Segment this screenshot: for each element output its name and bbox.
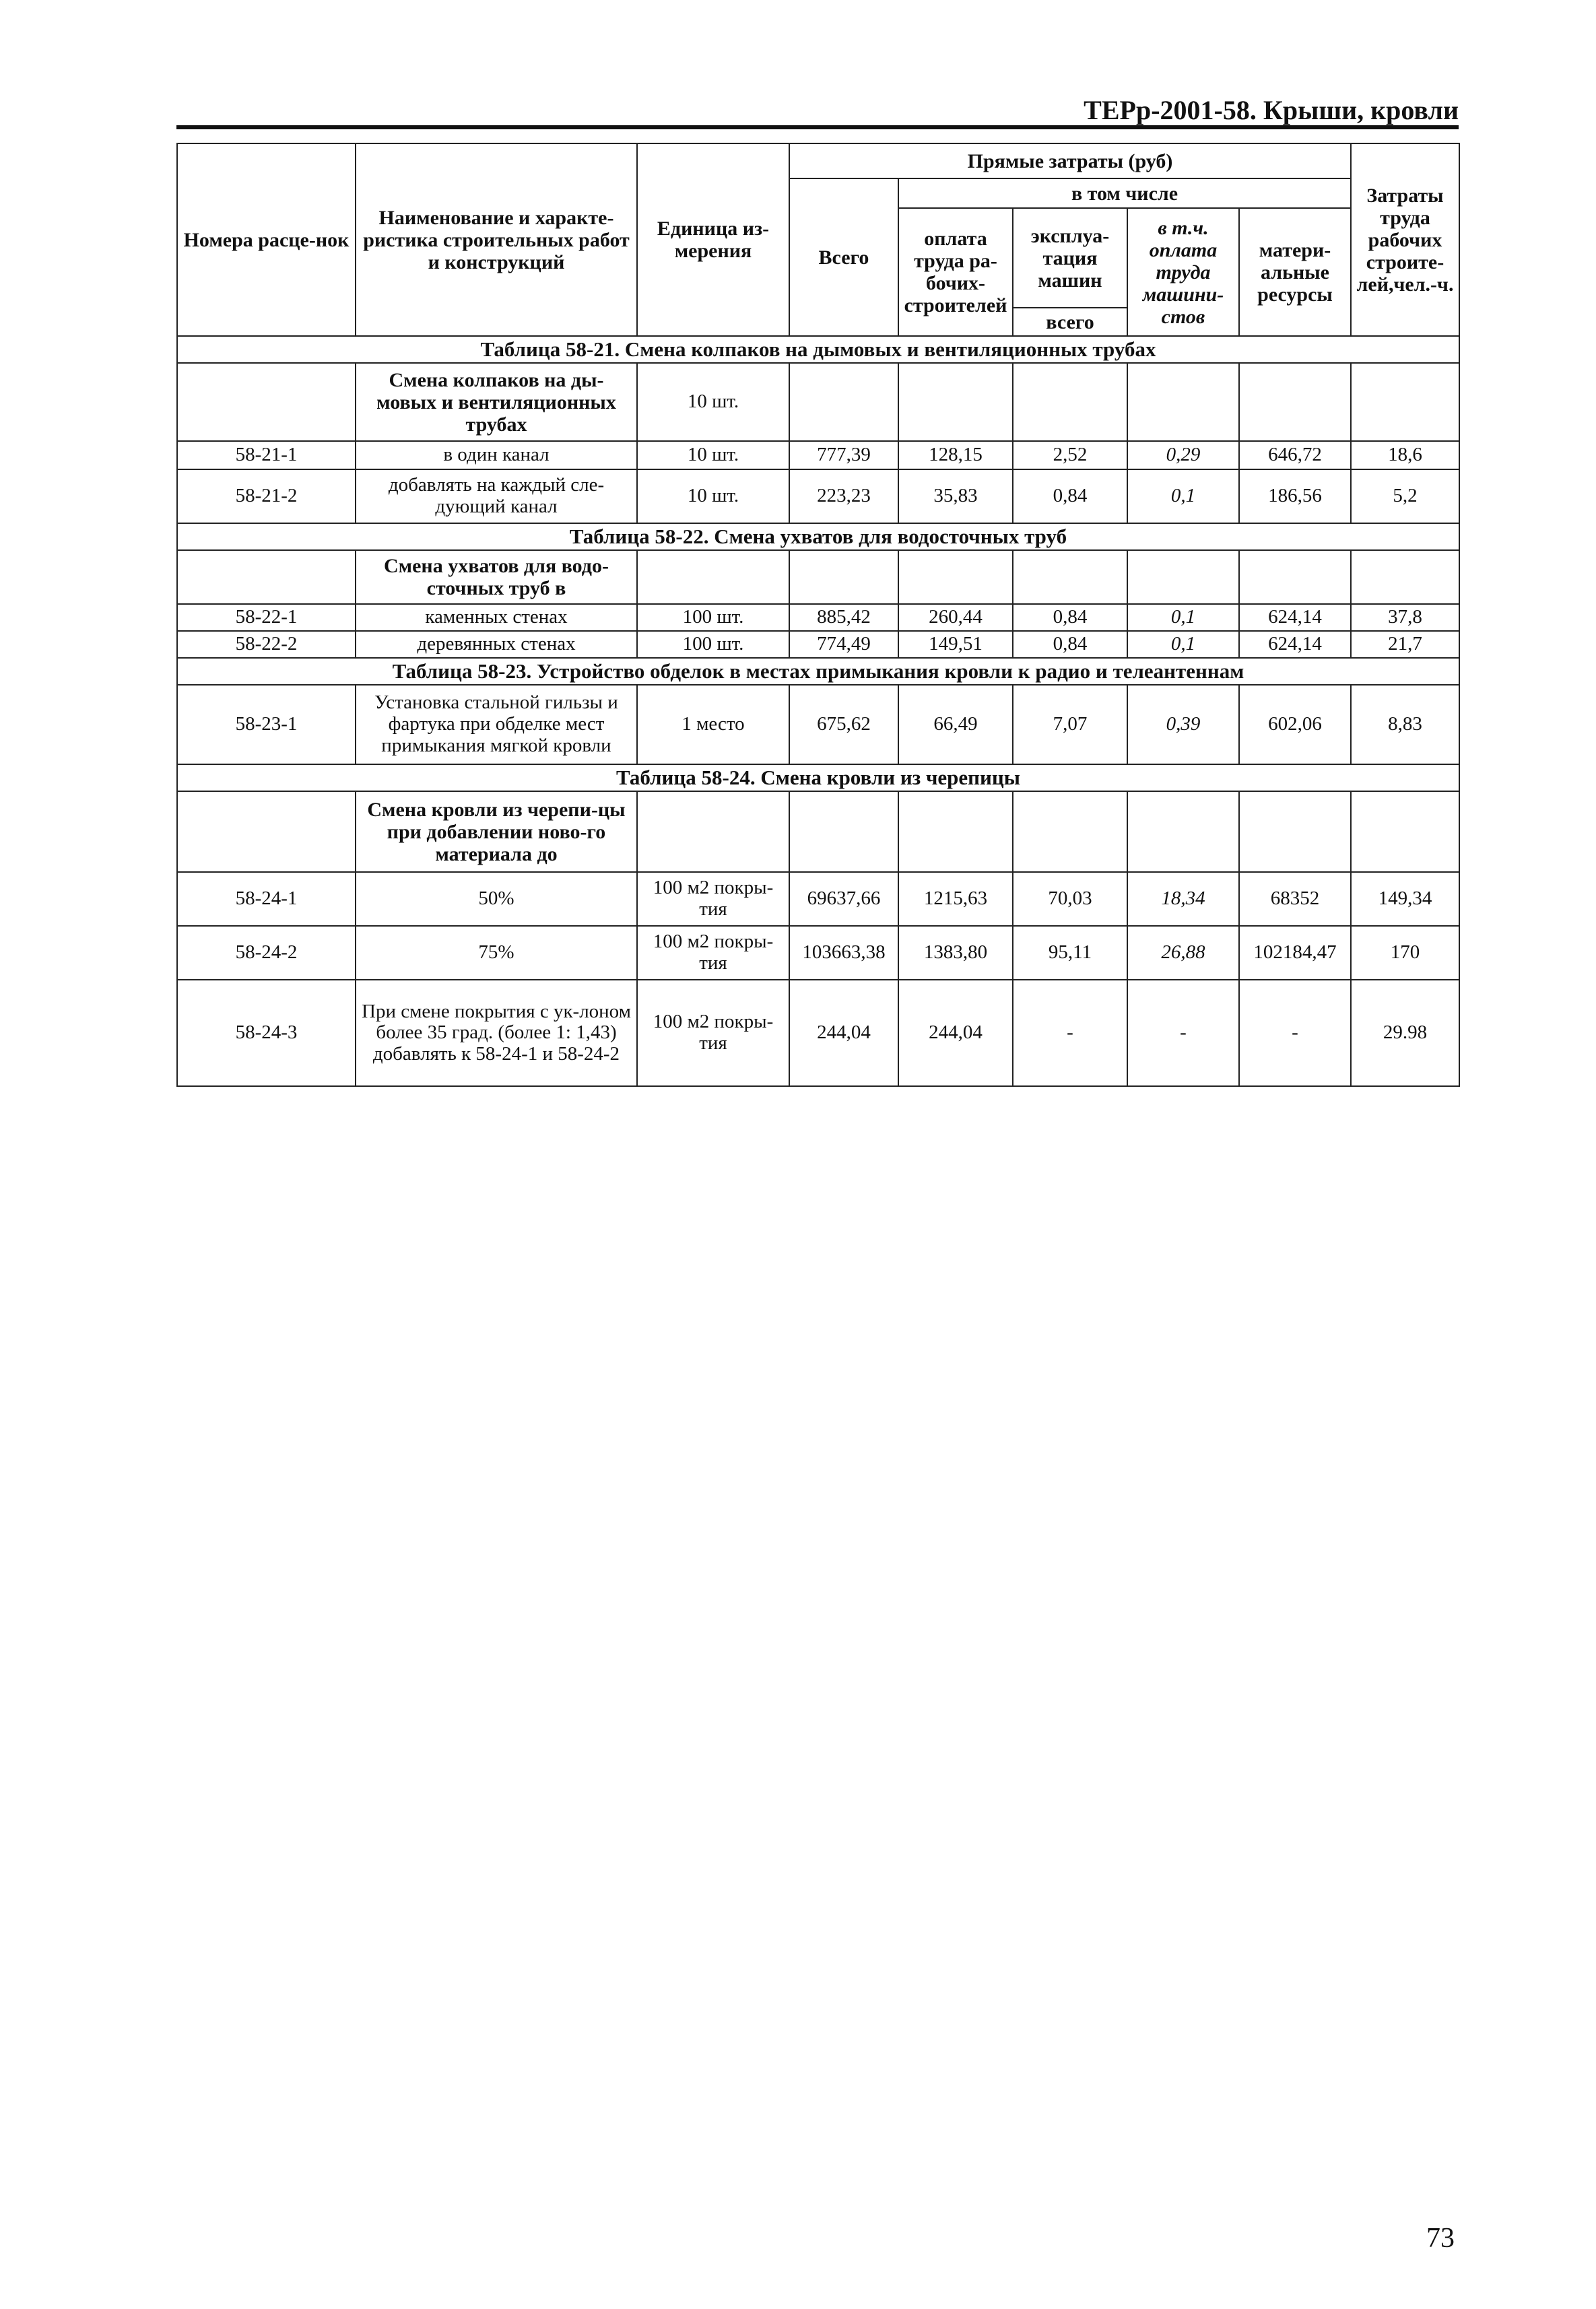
row-machines: 0,84 <box>1013 631 1127 658</box>
header-code: Номера расце-нок <box>177 143 356 336</box>
row-name: Установка стальной гильзы и фартука при обделке мест примыкания мягкой кровли <box>356 685 637 764</box>
header-direct-costs: Прямые затраты (руб) <box>789 143 1351 178</box>
row-machines-wages: 0,1 <box>1127 604 1239 631</box>
rates-table <box>176 143 1460 1087</box>
row-unit: 10 шт. <box>637 441 789 469</box>
header-rule <box>176 125 1459 129</box>
row-total: 223,23 <box>789 469 898 523</box>
group-name: Смена колпаков на ды-мовых и вентиляционных трубах <box>356 363 637 441</box>
table-row <box>177 469 1459 523</box>
row-materials: 646,72 <box>1239 441 1351 469</box>
row-code: 58-21-2 <box>177 469 356 523</box>
row-name: каменных стенах <box>356 604 637 631</box>
header-machines-total: всего <box>1013 308 1127 336</box>
table-row <box>177 604 1459 631</box>
table-row <box>177 441 1459 469</box>
code-cell <box>177 791 356 872</box>
group-unit: 10 шт. <box>637 363 789 441</box>
row-machines: 70,03 <box>1013 872 1127 926</box>
row-materials: 624,14 <box>1239 604 1351 631</box>
row-wages: 244,04 <box>898 980 1013 1086</box>
header-labor: Затраты труда рабочих строите-лей,чел.-ч. <box>1351 143 1459 336</box>
row-machines: 0,84 <box>1013 469 1127 523</box>
row-unit: 1 место <box>637 685 789 764</box>
row-total: 69637,66 <box>789 872 898 926</box>
header-unit: Единица из-мерения <box>637 143 789 336</box>
row-machines-wages: - <box>1127 980 1239 1086</box>
row-code: 58-23-1 <box>177 685 356 764</box>
row-name: деревянных стенах <box>356 631 637 658</box>
row-wages: 149,51 <box>898 631 1013 658</box>
row-total: 244,04 <box>789 980 898 1086</box>
code-cell <box>177 363 356 441</box>
section-caption: Таблица 58-24. Смена кровли из черепицы <box>177 764 1459 791</box>
row-machines: 7,07 <box>1013 685 1127 764</box>
row-total: 103663,38 <box>789 926 898 980</box>
row-code: 58-22-2 <box>177 631 356 658</box>
row-labor: 170 <box>1351 926 1459 980</box>
header-total: Всего <box>789 178 898 336</box>
group-name: Смена ухватов для водо-сточных труб в <box>356 550 637 604</box>
row-wages: 1383,80 <box>898 926 1013 980</box>
header-materials: матери-альные ресурсы <box>1239 208 1351 336</box>
header-name: Наименование и характе-ристика строительных работ и конструкций <box>356 143 637 336</box>
row-code: 58-22-1 <box>177 604 356 631</box>
row-wages: 1215,63 <box>898 872 1013 926</box>
row-unit: 100 шт. <box>637 604 789 631</box>
row-wages: 35,83 <box>898 469 1013 523</box>
row-total: 774,49 <box>789 631 898 658</box>
row-machines-wages: 26,88 <box>1127 926 1239 980</box>
section-caption: Таблица 58-23. Устройство обделок в местах примыкания кровли к радио и телеантеннам <box>177 658 1459 685</box>
code-cell <box>177 550 356 604</box>
row-machines-wages: 0,39 <box>1127 685 1239 764</box>
row-machines: 2,52 <box>1013 441 1127 469</box>
row-name: 50% <box>356 872 637 926</box>
header-machines-wages: в т.ч. оплата труда машини-стов <box>1127 208 1239 336</box>
row-code: 58-21-1 <box>177 441 356 469</box>
table-row <box>177 685 1459 764</box>
row-wages: 66,49 <box>898 685 1013 764</box>
row-total: 885,42 <box>789 604 898 631</box>
row-machines-wages: 18,34 <box>1127 872 1239 926</box>
row-unit: 100 м2 покры-тия <box>637 980 789 1086</box>
page-number: 73 <box>1426 2223 1455 2254</box>
table-row <box>177 980 1459 1086</box>
row-code: 58-24-1 <box>177 872 356 926</box>
row-labor: 5,2 <box>1351 469 1459 523</box>
row-machines: 0,84 <box>1013 604 1127 631</box>
row-labor: 149,34 <box>1351 872 1459 926</box>
row-materials: 186,56 <box>1239 469 1351 523</box>
table-row <box>177 926 1459 980</box>
row-total: 777,39 <box>789 441 898 469</box>
row-wages: 128,15 <box>898 441 1013 469</box>
row-materials: 602,06 <box>1239 685 1351 764</box>
row-labor: 18,6 <box>1351 441 1459 469</box>
section-caption: Таблица 58-22. Смена ухватов для водосточных труб <box>177 523 1459 550</box>
row-materials: 102184,47 <box>1239 926 1351 980</box>
table-row <box>177 872 1459 926</box>
row-name: добавлять на каждый сле-дующий канал <box>356 469 637 523</box>
row-labor: 29.98 <box>1351 980 1459 1086</box>
row-labor: 8,83 <box>1351 685 1459 764</box>
row-name: При смене покрытия с ук-лоном более 35 град. (более 1: 1,43) добавлять к 58-24-1 и 58-24-2 <box>356 980 637 1086</box>
row-materials: - <box>1239 980 1351 1086</box>
row-machines-wages: 0,29 <box>1127 441 1239 469</box>
row-machines-wages: 0,1 <box>1127 469 1239 523</box>
row-total: 675,62 <box>789 685 898 764</box>
table-row <box>177 631 1459 658</box>
row-labor: 21,7 <box>1351 631 1459 658</box>
section-caption: Таблица 58-21. Смена колпаков на дымовых и вентиляционных трубах <box>177 336 1459 363</box>
group-name: Смена кровли из черепи-цы при добавлении ново-го материала до <box>356 791 637 872</box>
row-wages: 260,44 <box>898 604 1013 631</box>
row-machines: 95,11 <box>1013 926 1127 980</box>
row-code: 58-24-2 <box>177 926 356 980</box>
row-unit: 100 м2 покры-тия <box>637 926 789 980</box>
row-machines-wages: 0,1 <box>1127 631 1239 658</box>
row-unit: 100 м2 покры-тия <box>637 872 789 926</box>
header-including: в том числе <box>898 178 1351 208</box>
row-machines: - <box>1013 980 1127 1086</box>
row-labor: 37,8 <box>1351 604 1459 631</box>
row-name: 75% <box>356 926 637 980</box>
row-materials: 68352 <box>1239 872 1351 926</box>
header-machines: эксплуа-тация машин <box>1013 208 1127 308</box>
row-unit: 10 шт. <box>637 469 789 523</box>
document-header: ТЕРр-2001-58. Крыши, кровли <box>1084 95 1459 125</box>
row-code: 58-24-3 <box>177 980 356 1086</box>
row-name: в один канал <box>356 441 637 469</box>
row-materials: 624,14 <box>1239 631 1351 658</box>
header-wages: оплата труда ра-бочих-строителей <box>898 208 1013 336</box>
row-unit: 100 шт. <box>637 631 789 658</box>
